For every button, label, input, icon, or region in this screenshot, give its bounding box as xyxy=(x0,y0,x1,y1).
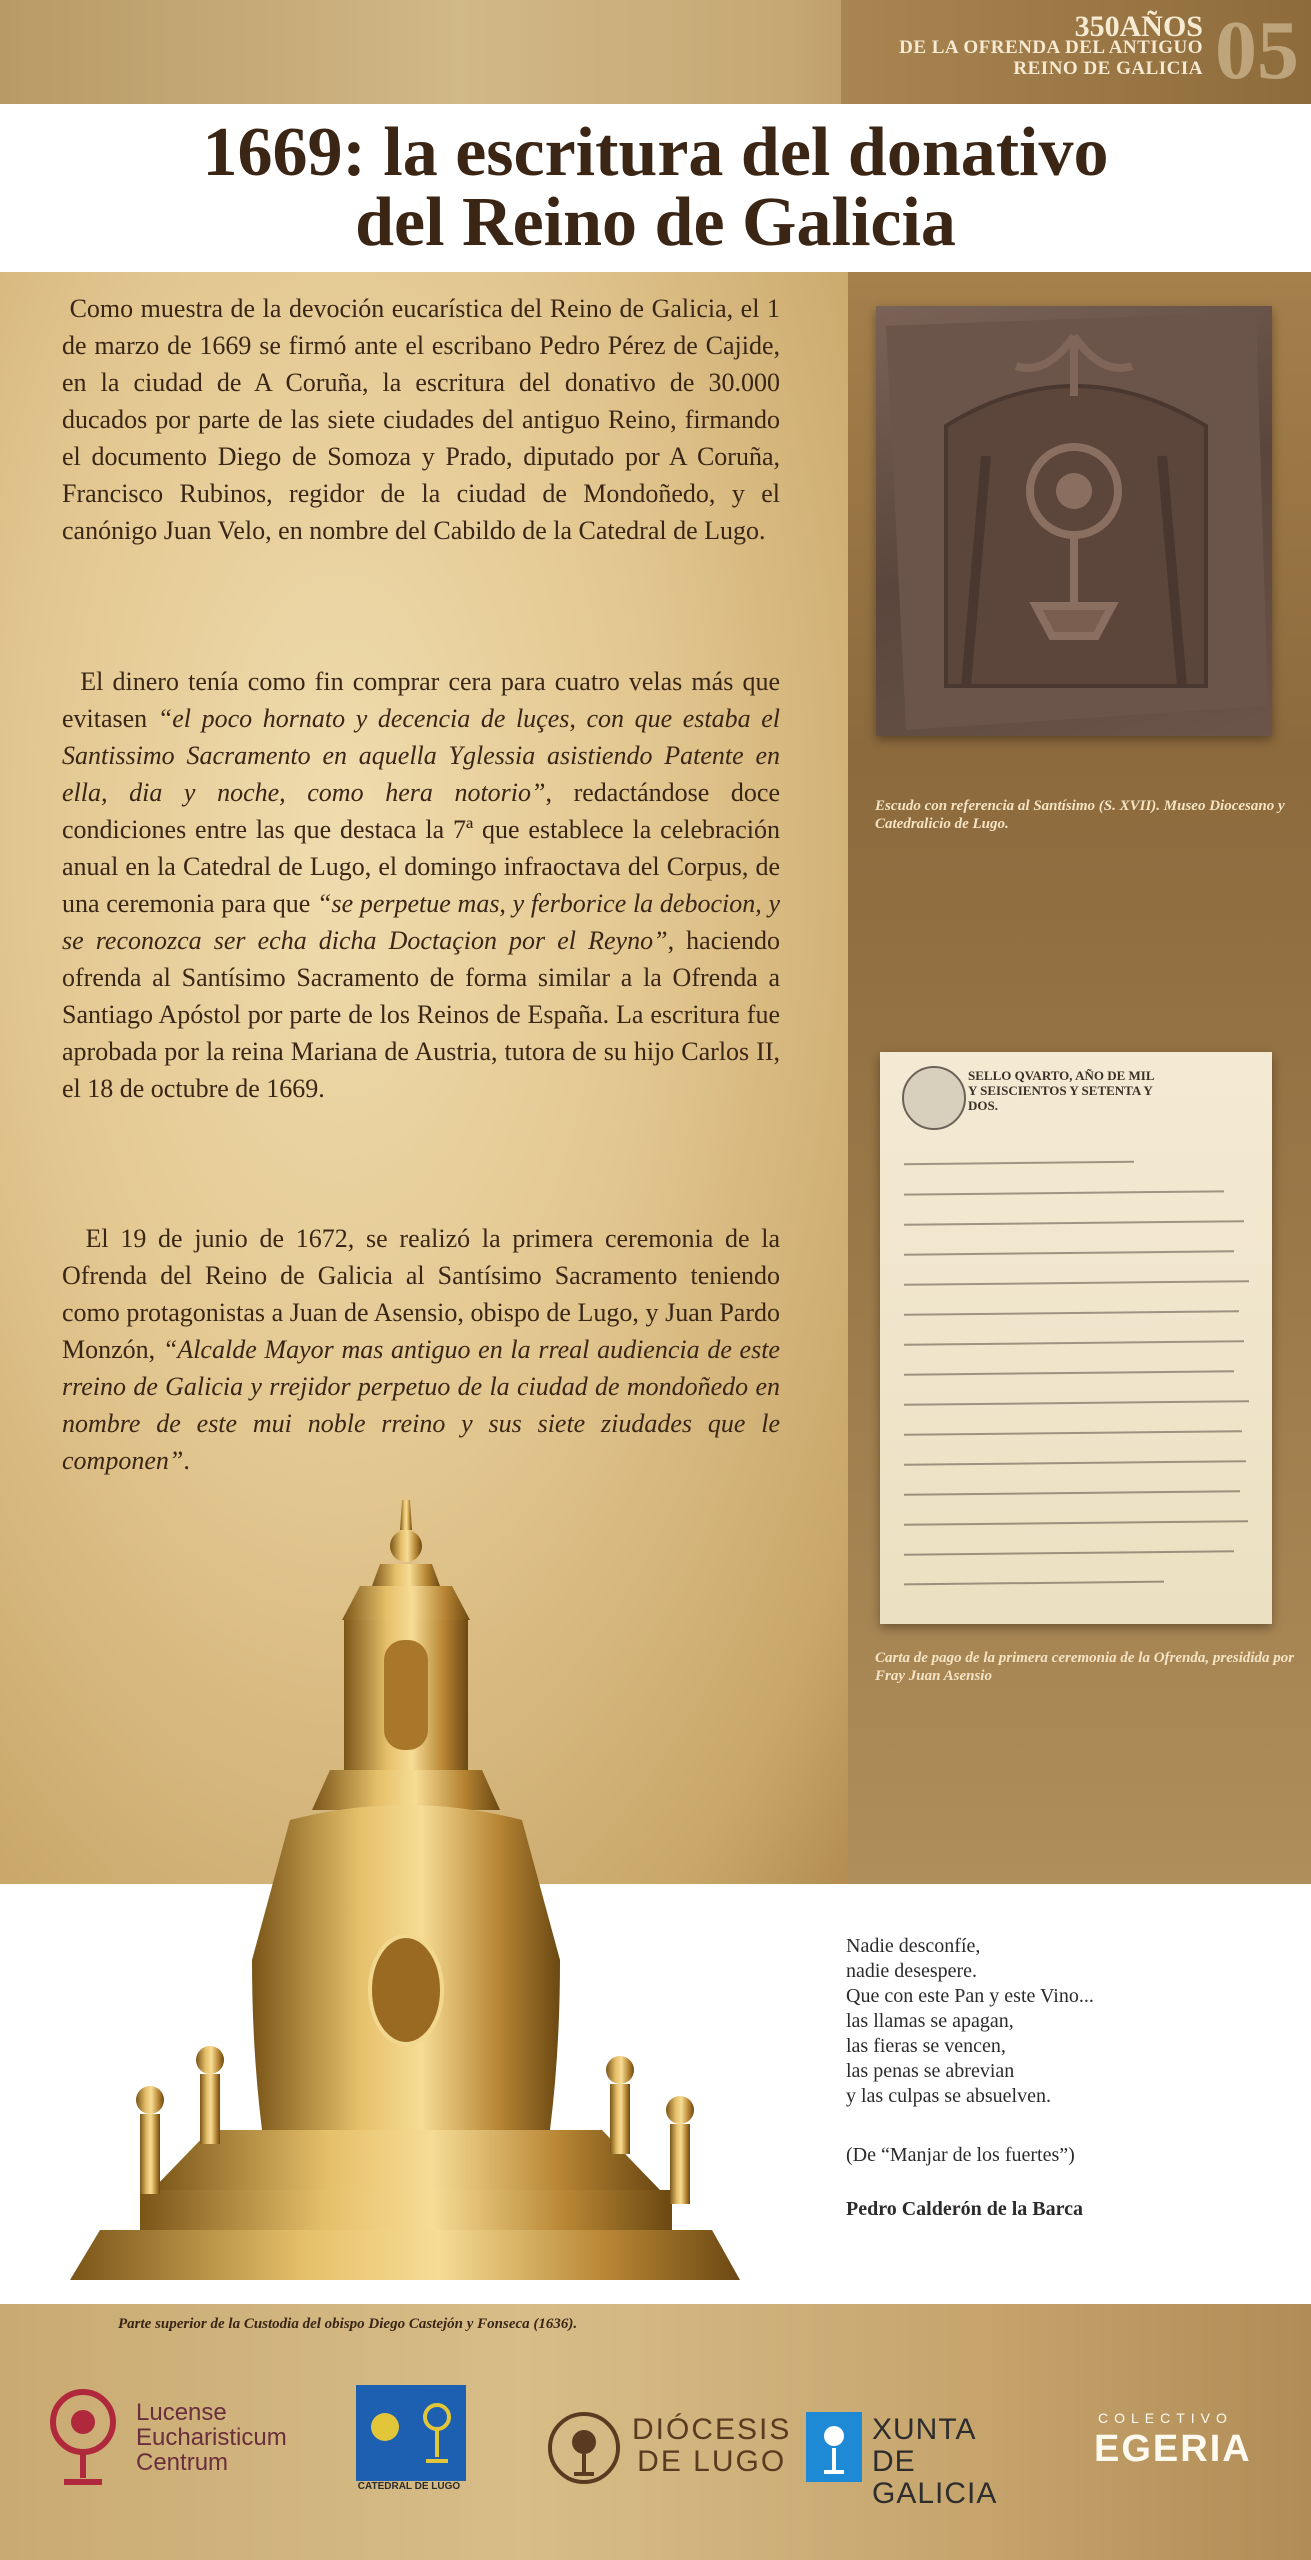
lec-line-1: Lucense xyxy=(136,2399,227,2426)
xunta-line-1: XUNTA xyxy=(872,2413,977,2446)
panel-number: 05 xyxy=(1215,4,1299,97)
anniversary-text xyxy=(899,10,1203,79)
handwriting-line xyxy=(904,1520,1248,1526)
poem-author: Pedro Calderón de la Barca xyxy=(846,2198,1084,2220)
anniversary-banner xyxy=(841,0,1311,104)
poem-line: Que con este Pan y este Vino... xyxy=(846,1985,1094,2007)
lec-line-3: Centrum xyxy=(136,2449,229,2476)
poem-line: las fieras se vencen, xyxy=(846,2035,1006,2057)
handwriting-line xyxy=(904,1490,1240,1496)
handwriting-line xyxy=(904,1220,1244,1226)
anniversary-years: 350AÑOS xyxy=(1074,10,1203,43)
paragraph-2-text-b: , redactándose doce condiciones entre las que destaca la 7ª que establece la celebración anual en la Catedral de Lugo, el domingo infraoctava del Corpus, de una ceremonia para que xyxy=(62,778,780,918)
colectivo-egeria-logo[interactable] xyxy=(1092,2406,1292,2486)
paragraph-2-text-c: , haciendo ofrenda al Santísimo Sacramento de forma similar a la Ofrenda a Santiago Apóstol por parte de los Reinos de España. La escritura fue aprobada por la reina Mariana de Austria, tutora de su hijo Carlos II, el 18 de octubre de 1669. xyxy=(62,926,781,1103)
document-heading-line-2: Y SEISCIENTOS Y SETENTA Y xyxy=(968,1083,1153,1098)
catedral-label: CATEDRAL DE LUGO xyxy=(357,2481,461,2492)
egeria-small-text: COLECTIVO xyxy=(1098,2410,1233,2426)
handwriting-line xyxy=(904,1310,1239,1316)
custodia-illustration xyxy=(40,1490,740,2320)
handwriting-line xyxy=(904,1161,1134,1165)
poem-line: las llamas se apagan, xyxy=(846,2010,1014,2032)
seal-icon xyxy=(902,1066,966,1130)
diocesis-seal-icon xyxy=(546,2408,622,2488)
poem xyxy=(846,1934,1286,2109)
escudo-relief-illustration xyxy=(876,306,1272,736)
anniversary-line-3: REINO DE GALICIA xyxy=(1013,58,1203,79)
poem-line: nadie desespere. xyxy=(846,1960,978,1982)
paragraph-3-quote: “Alcalde Mayor mas antiguo en la rreal audiencia de este rreino de Galicia y rrejidor perpetuo de la ciudad de mondoñedo en nombre de este mui noble rreino y sus siete ziudades que le componen” xyxy=(62,1335,780,1475)
page-title xyxy=(0,114,1311,261)
handwriting-line xyxy=(904,1400,1249,1406)
catedral-shield-icon xyxy=(356,2385,466,2481)
xunta-text xyxy=(872,2414,1046,2510)
paragraph-2-text-a: El dinero tenía como fin comprar cera para cuatro velas más que evitasen xyxy=(62,667,780,733)
xunta-de-galicia-logo[interactable] xyxy=(806,2408,1046,2510)
lucense-eucharisticum-logo[interactable] xyxy=(40,2382,310,2492)
escudo-caption: Escudo con referencia al Santísimo (S. XVII). Museo Diocesano y Catedralicio de Lugo. xyxy=(875,798,1285,832)
paragraph-3-end: . xyxy=(183,1446,190,1475)
carta-caption: Carta de pago de la primera ceremonia de la Ofrenda, presidida por Fray Juan Asensio xyxy=(875,1650,1295,1684)
paragraph-1 xyxy=(62,290,780,549)
paragraph-2-quote-1: “el poco hornato y decencia de luçes, con que estaba el Santissimo Sacramento en aquella Yglessia asistiendo Patente en ella, dia y noche, como hera notorio” xyxy=(62,704,781,807)
title-line-2: del Reino de Galicia xyxy=(355,184,956,261)
escudo-photo xyxy=(876,306,1272,736)
poem-line: las penas se abrevian xyxy=(846,2060,1015,2082)
handwriting-line xyxy=(904,1550,1234,1555)
poem-source: (De “Manjar de los fuertes”) xyxy=(846,2144,1075,2166)
anniversary-line-2: DE LA OFRENDA DEL ANTIGUO xyxy=(899,37,1203,58)
handwriting-line xyxy=(904,1370,1234,1375)
paragraph-3-text: El 19 de junio de 1672, se realizó la primera ceremonia de la Ofrenda del Reino de Galicia al Santísimo Sacramento teniendo como protagonistas a Juan de Asensio, obispo de Lugo, y Juan Pardo Monzón, xyxy=(62,1224,781,1364)
handwriting-line xyxy=(904,1190,1224,1195)
egeria-big-text: EGERIA xyxy=(1094,2428,1252,2470)
document-heading xyxy=(968,1068,1258,1113)
paragraph-1-text: Como muestra de la devoción eucarística del Reino de Galicia, el 1 de marzo de 1669 se firmó ante el escribano Pedro Pérez de Cajide, en la ciudad de A Coruña, la escritura del donativo de 30.000 ducados por parte de las siete ciudades del antiguo Reino, firmando el documento Diego de Somoza y Prado, diputado por A Coruña, Francisco Rubinos, regidor de la ciudad de Mondoñedo, y el canónigo Juan Velo, en nombre del Cabildo de la Catedral de Lugo. xyxy=(62,294,780,545)
diocesis-de-lugo-logo[interactable] xyxy=(546,2408,792,2488)
lucense-eucharisticum-text xyxy=(136,2400,287,2475)
catedral-de-lugo-logo[interactable] xyxy=(350,2385,468,2501)
xunta-shield-icon xyxy=(806,2412,862,2482)
diocesis-text xyxy=(632,2414,791,2478)
handwriting-line xyxy=(904,1581,1164,1586)
custodia-caption: Parte superior de la Custodia del obispo Diego Castejón y Fonseca (1636). xyxy=(118,2316,578,2332)
handwriting-line xyxy=(904,1340,1244,1346)
xunta-line-2: DE GALICIA xyxy=(872,2445,998,2510)
poem-line: Nadie desconfíe, xyxy=(846,1935,981,1957)
handwriting-line xyxy=(904,1430,1242,1436)
handwriting-line xyxy=(904,1460,1246,1466)
title-line-1: 1669: la escritura del donativo xyxy=(202,114,1109,191)
diocesis-line-2: DE LUGO xyxy=(637,2445,787,2478)
eucharist-emblem-icon xyxy=(40,2382,126,2492)
paragraph-3 xyxy=(62,1220,780,1479)
carta-document-photo xyxy=(880,1052,1272,1624)
paragraph-2-quote-2: “se perpetue mas, y ferborice la debocion, y se reconozca ser echa dicha Doctaçion por el Reyno” xyxy=(62,889,780,955)
poem-line: y las culpas se absuelven. xyxy=(846,2085,1051,2107)
handwriting-line xyxy=(904,1250,1234,1255)
paragraph-2 xyxy=(62,663,780,1107)
lec-line-2: Eucharisticum xyxy=(136,2424,287,2451)
handwriting-line xyxy=(904,1280,1249,1286)
document-heading-line-3: DOS. xyxy=(968,1098,998,1113)
diocesis-line-1: DIÓCESIS xyxy=(632,2413,792,2446)
title-band xyxy=(0,104,1311,272)
document-heading-line-1: SELLO QVARTO, AÑO DE MIL xyxy=(968,1068,1155,1083)
